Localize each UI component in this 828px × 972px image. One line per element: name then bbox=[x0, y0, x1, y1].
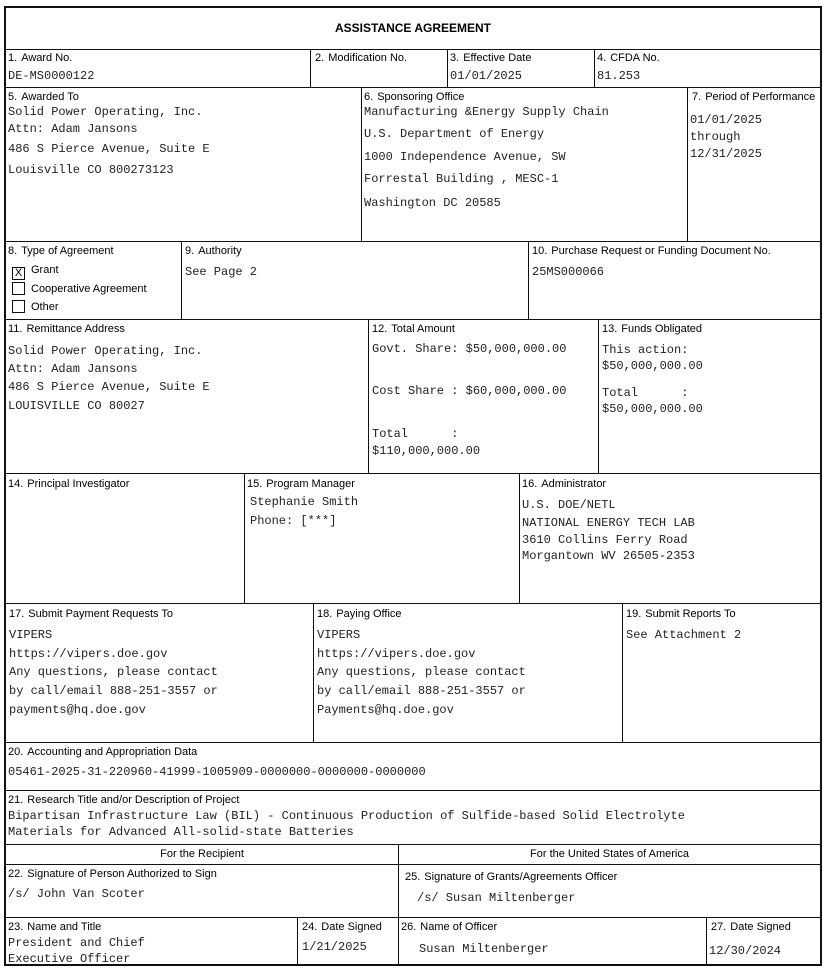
cooperative-checkbox[interactable] bbox=[12, 282, 25, 295]
box-27-date-signed-officer: 27. Date Signed 12/30/2024 bbox=[709, 921, 791, 958]
cfda-no-value: 81.253 bbox=[597, 69, 641, 83]
option-cooperative-agreement[interactable]: Cooperative Agreement bbox=[12, 282, 147, 296]
submit-payment-url[interactable]: https://vipers.doe.gov bbox=[9, 647, 168, 661]
submit-reports-value: See Attachment 2 bbox=[626, 628, 742, 642]
paying-office-email[interactable]: Payments@hq.doe.gov bbox=[317, 703, 454, 717]
name-title-line: President and Chief bbox=[8, 936, 145, 950]
funds-total-value: $50,000,000.00 bbox=[602, 402, 703, 416]
box-14-principal-investigator: 14. Principal Investigator bbox=[6, 474, 245, 604]
box-2-modification-no: 2. Modification No. bbox=[311, 49, 448, 88]
paying-office-url[interactable]: https://vipers.doe.gov bbox=[317, 647, 476, 661]
box-9-authority: 9. Authority See Page 2 bbox=[182, 242, 529, 320]
award-no-value: DE-MS0000122 bbox=[8, 69, 95, 83]
box-12-total-amount: 12. Total Amount Govt. Share: $50,000,000.00 Cost Share : $60,000,000.00 Total : $110,000,000.00 bbox=[369, 320, 599, 474]
other-checkbox[interactable] bbox=[12, 300, 25, 313]
officer-name-label: Name of Officer bbox=[420, 921, 498, 933]
paying-office-line: VIPERS bbox=[317, 628, 361, 642]
name-title-line: Executive Officer bbox=[8, 952, 131, 964]
grant-checkbox[interactable]: X bbox=[12, 267, 25, 280]
funds-obligated-label: Funds Obligated bbox=[621, 323, 703, 335]
assistance-agreement-form bbox=[4, 6, 822, 966]
cost-share: Cost Share : $60,000,000.00 bbox=[372, 384, 567, 398]
sponsoring-office-line: Washington DC 20585 bbox=[364, 196, 501, 210]
administrator-line: Morgantown WV 26505-2353 bbox=[522, 549, 695, 563]
submit-payment-line: Any questions, please contact bbox=[9, 665, 218, 679]
period-end: 12/31/2025 bbox=[690, 147, 763, 161]
funds-total-label: Total : bbox=[602, 386, 689, 400]
submit-reports-label: Submit Reports To bbox=[645, 608, 736, 620]
sponsoring-office-line: Forrestal Building , MESC-1 bbox=[364, 172, 559, 186]
paying-office-label: Paying Office bbox=[336, 608, 402, 620]
sig-recipient-value: /s/ John Van Scoter bbox=[8, 887, 145, 901]
awarded-to-line: Solid Power Operating, Inc. bbox=[8, 105, 203, 119]
program-manager-name: Stephanie Smith bbox=[250, 495, 359, 509]
award-no-label: Award No. bbox=[21, 52, 73, 64]
awarded-to-line: Louisville CO 800273123 bbox=[8, 163, 174, 177]
for-us-header: For the United States of America bbox=[399, 845, 820, 865]
submit-payment-email[interactable]: payments@hq.doe.gov bbox=[9, 703, 146, 717]
remittance-line: LOUISVILLE CO 80027 bbox=[8, 399, 145, 413]
purchase-request-label: Purchase Request or Funding Document No. bbox=[551, 245, 771, 257]
total-amount-total-value: $110,000,000.00 bbox=[372, 444, 481, 458]
option-other[interactable]: Other bbox=[12, 300, 59, 314]
for-recipient-header: For the Recipient bbox=[6, 845, 399, 865]
sig-officer-value: /s/ Susan Miltenberger bbox=[417, 891, 576, 905]
box-24-date-signed-recipient: 24. Date Signed 1/21/2025 bbox=[298, 918, 399, 964]
submit-payment-line: by call/email 888-251-3557 or bbox=[9, 684, 218, 698]
sponsoring-office-line: Manufacturing &Energy Supply Chain bbox=[364, 105, 609, 119]
govt-share: Govt. Share: $50,000,000.00 bbox=[372, 342, 567, 356]
officer-name-value: Susan Miltenberger bbox=[419, 942, 549, 956]
date-signed-recipient-value: 1/21/2025 bbox=[302, 940, 367, 954]
period-through: through bbox=[690, 130, 741, 144]
sig-officer-label: Signature of Grants/Agreements Officer bbox=[424, 871, 618, 883]
form-title: ASSISTANCE AGREEMENT bbox=[6, 8, 820, 50]
remittance-line: Solid Power Operating, Inc. bbox=[8, 344, 203, 358]
box-10-purchase-request: 10. Purchase Request or Funding Document No. 25MS000066 bbox=[529, 242, 820, 320]
authority-value: See Page 2 bbox=[185, 265, 258, 279]
box-21-research-title: 21. Research Title and/or Description of Project Bipartisan Infrastructure Law (BIL) - Continuous Production of Sulfide-based Solid Electrolyte Materials for Advanced All-solid-state Batteries bbox=[6, 791, 820, 845]
principal-investigator-label: Principal Investigator bbox=[27, 478, 130, 490]
this-action-label: This action: bbox=[602, 343, 689, 357]
remittance-label: Remittance Address bbox=[26, 323, 125, 335]
administrator-label: Administrator bbox=[541, 478, 607, 490]
remittance-line: Attn: Adam Jansons bbox=[8, 362, 138, 376]
awarded-to-line: 486 S Pierce Avenue, Suite E bbox=[8, 142, 210, 156]
effective-date-label: Effective Date bbox=[463, 52, 532, 64]
paying-office-line: Any questions, please contact bbox=[317, 665, 526, 679]
date-signed-recipient-label: Date Signed bbox=[321, 921, 382, 933]
box-23-name-and-title: 23. Name and Title President and Chief Executive Officer bbox=[6, 918, 298, 964]
period-start: 01/01/2025 bbox=[690, 113, 763, 127]
box-19-submit-reports: 19. Submit Reports To See Attachment 2 bbox=[623, 604, 820, 743]
date-signed-officer-label: Date Signed bbox=[730, 921, 791, 933]
program-manager-label: Program Manager bbox=[266, 478, 355, 490]
total-amount-label: Total Amount bbox=[391, 323, 455, 335]
box-13-funds-obligated: 13. Funds Obligated This action: $50,000,000.00 Total : $50,000,000.00 bbox=[599, 320, 820, 474]
box-22-signature-recipient: 22. Signature of Person Authorized to Sign /s/ John Van Scoter bbox=[6, 865, 399, 918]
box-7-period-of-performance: 7. Period of Performance 01/01/2025 through 12/31/2025 bbox=[688, 88, 820, 242]
box-17-submit-payment-requests: 17. Submit Payment Requests To VIPERS https://vipers.doe.gov Any questions, please contact by call/email 888-251-3557 or payments@hq.doe.gov bbox=[6, 604, 314, 743]
sig-recipient-label: Signature of Person Authorized to Sign bbox=[27, 868, 217, 880]
box-26-name-of-officer: 26. Name of Officer Susan Miltenberger bbox=[399, 918, 707, 964]
box-4-cfda-no: 4. CFDA No. 81.253 bbox=[595, 49, 820, 88]
box-25-signature-officer: 25. Signature of Grants/Agreements Officer /s/ Susan Miltenberger bbox=[399, 865, 820, 918]
submit-payment-line: VIPERS bbox=[9, 628, 53, 642]
research-title-label: Research Title and/or Description of Project bbox=[27, 794, 240, 806]
cfda-no-label: CFDA No. bbox=[610, 52, 660, 64]
paying-office-line: by call/email 888-251-3557 or bbox=[317, 684, 526, 698]
box-1-award-no: 1. Award No. DE-MS0000122 bbox=[6, 49, 311, 88]
box-16-administrator: 16. Administrator U.S. DOE/NETL NATIONAL ENERGY TECH LAB 3610 Collins Ferry Road Morgantown WV 26505-2353 bbox=[520, 474, 820, 604]
administrator-line: U.S. DOE/NETL bbox=[522, 498, 616, 512]
administrator-line: NATIONAL ENERGY TECH LAB bbox=[522, 516, 695, 530]
box-15-program-manager: 15. Program Manager Stephanie Smith Phone: [***] bbox=[245, 474, 520, 604]
this-action-value: $50,000,000.00 bbox=[602, 359, 703, 373]
submit-payment-label: Submit Payment Requests To bbox=[28, 608, 173, 620]
box-3-effective-date: 3. Effective Date 01/01/2025 bbox=[448, 49, 595, 88]
box-8-type-of-agreement: 8. Type of Agreement X Grant Cooperative Agreement Other bbox=[6, 242, 182, 320]
sponsoring-office-label: Sponsoring Office bbox=[377, 91, 465, 103]
awarded-to-line: Attn: Adam Jansons bbox=[8, 122, 138, 136]
total-amount-total-label: Total : bbox=[372, 427, 459, 441]
sponsoring-office-line: 1000 Independence Avenue, SW bbox=[364, 150, 566, 164]
remittance-line: 486 S Pierce Avenue, Suite E bbox=[8, 380, 210, 394]
research-title-line: Materials for Advanced All-solid-state Batteries bbox=[8, 825, 354, 839]
period-label: Period of Performance bbox=[705, 91, 816, 103]
box-20-accounting-data: 20. Accounting and Appropriation Data 05461-2025-31-220960-41999-1005909-0000000-0000000-0000000 bbox=[6, 743, 820, 791]
modification-no-label: Modification No. bbox=[328, 52, 408, 64]
date-signed-officer-value: 12/30/2024 bbox=[709, 944, 782, 958]
name-title-label: Name and Title bbox=[27, 921, 102, 933]
option-grant[interactable]: X Grant bbox=[12, 264, 59, 280]
box-5-awarded-to: 5. Awarded To Solid Power Operating, Inc. Attn: Adam Jansons 486 S Pierce Avenue, Suite E Louisville CO 800273123 bbox=[6, 88, 362, 242]
authority-label: Authority bbox=[198, 245, 242, 257]
box-6-sponsoring-office: 6. Sponsoring Office Manufacturing &Energy Supply Chain U.S. Department of Energy 1000 Independence Avenue, SW Forrestal Building , MESC-1 Washington DC 20585 bbox=[362, 88, 688, 242]
agreement-type-label: Type of Agreement bbox=[21, 245, 114, 257]
box-11-remittance-address: 11. Remittance Address Solid Power Operating, Inc. Attn: Adam Jansons 486 S Pierce Avenue, Suite E LOUISVILLE CO 80027 bbox=[6, 320, 369, 474]
program-manager-phone: Phone: [***] bbox=[250, 514, 337, 528]
effective-date-value: 01/01/2025 bbox=[450, 69, 523, 83]
research-title-line: Bipartisan Infrastructure Law (BIL) - Continuous Production of Sulfide-based Solid Electrolyte bbox=[8, 809, 685, 823]
accounting-value: 05461-2025-31-220960-41999-1005909-0000000-0000000-0000000 bbox=[8, 765, 426, 779]
box-18-paying-office: 18. Paying Office VIPERS https://vipers.doe.gov Any questions, please contact by call/email 888-251-3557 or Payments@hq.doe.gov bbox=[314, 604, 623, 743]
sponsoring-office-line: U.S. Department of Energy bbox=[364, 127, 545, 141]
purchase-request-value: 25MS000066 bbox=[532, 265, 605, 279]
administrator-line: 3610 Collins Ferry Road bbox=[522, 533, 688, 547]
awarded-to-label: Awarded To bbox=[21, 91, 79, 103]
accounting-label: Accounting and Appropriation Data bbox=[27, 746, 198, 758]
